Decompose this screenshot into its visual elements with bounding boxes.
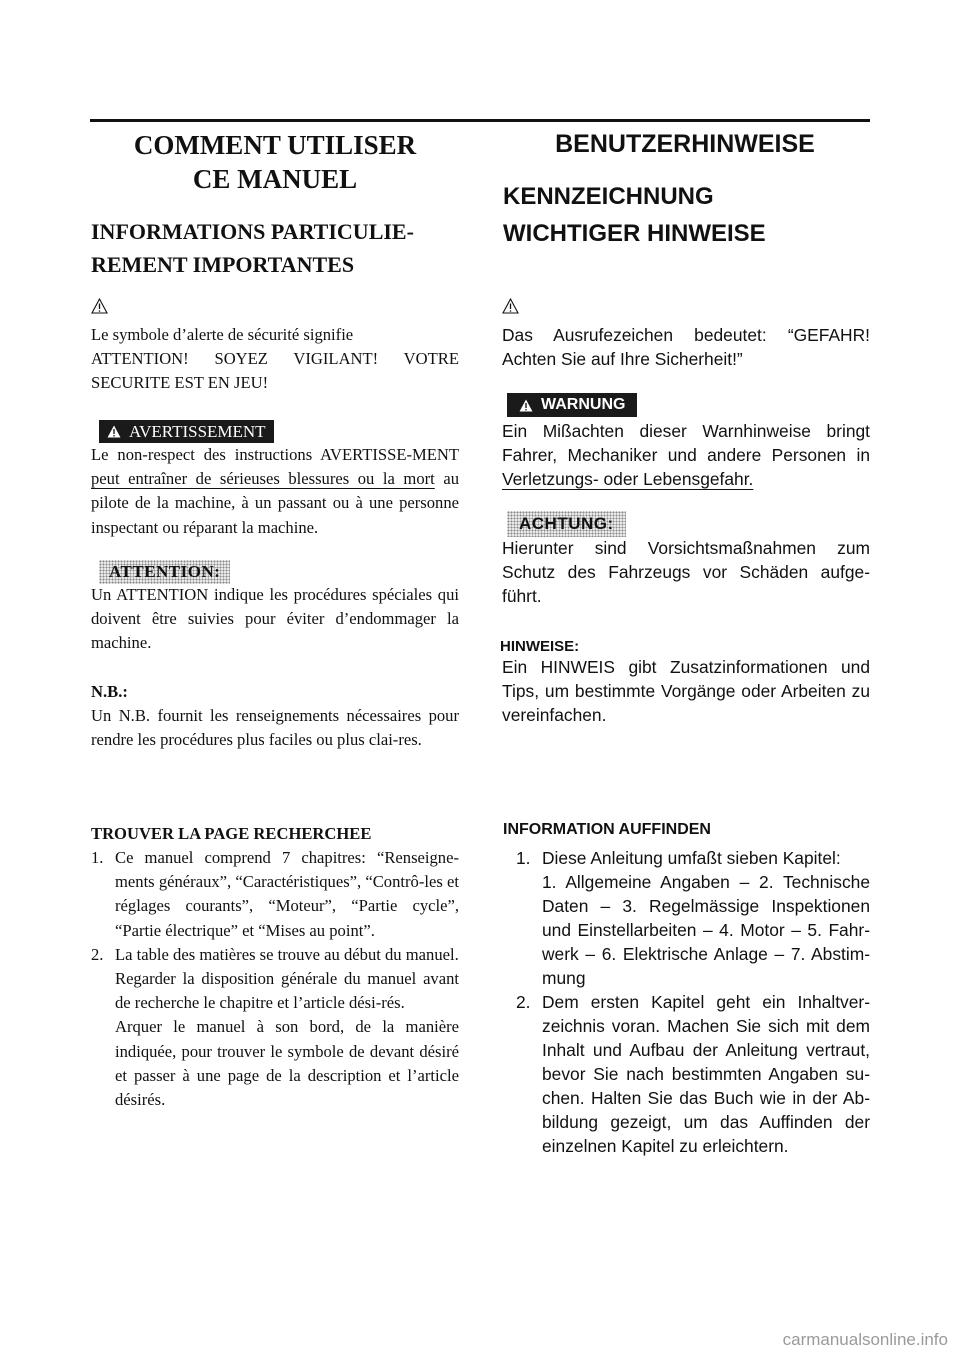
caution-text-de: Hierunter sind Vorsichtsmaßnahmen zum Schutz des Fahrzeugs vor Schäden aufge-führt. [502,538,870,606]
warning-triangle-icon [519,399,533,412]
list-text: Dem ersten Kapitel geht ein Inhaltver-zeichnis voran. Machen Sie sich mit dem Inhalt und Aufbau der Anleitung vertraut, bevor Sie nach bestimmten Angaben su-chen. Halten Sie das Buch wie in der Ab-bildung gezeigt, um das Auffinden der einzelnen Kapitel zu erleichtern. [542,992,870,1156]
caution-text-fr: Un ATTENTION indique les procédures spéciales qui doivent être suivies pour éviter d’endommager la machine. [91,585,459,653]
warning-text-part-1: Le non-respect des instructions AVERTISSE-MENT [91,445,459,464]
find-page-list-de [516,846,870,1158]
warning-banner-de [507,393,637,417]
list-text: Arquer le manuel à son bord, de la manière indiquée, pour trouver le symbole de devant désiré et passer à une page de la description et l’article désirés. [115,1017,459,1110]
note-text-de: Ein HINWEIS gibt Zusatzinformationen und Tips, um bestimmte Vorgänge oder Arbeiten zu vereinfachen. [502,657,870,725]
alert-description-de: Das Ausrufezeichen bedeutet: “GEFAHR! Achten Sie auf Ihre Sicherheit!” [502,325,870,369]
alert-line-2: ATTENTION! SOYEZ VIGILANT! VOTRE SECURITE EST EN JEU! [91,349,459,393]
list-text: Ce manuel comprend 7 chapitres: “Renseigne-ments généraux”, “Caractéristiques”, “Contrô-les et réglages courants”, “Moteur”, “Partie cycle”, “Partie électrique” et “Mises au point”. [115,848,459,940]
find-page-heading-fr: TROUVER LA PAGE RECHERCHEE [91,824,372,843]
subtitle-line-2: REMENT IMPORTANTES [91,252,355,277]
list-item [516,990,870,1158]
list-number: 2. [516,992,531,1012]
section-heading-fr [91,215,459,281]
list-item [91,846,459,943]
note-label-de: HINWEISE: [500,638,580,655]
title-line-1: COMMENT UTILISER [133,130,417,160]
warning-text-fr [91,443,459,540]
alert-line-1: Le symbole d’alerte de sécurité signifie [91,325,354,344]
section-heading-de [503,178,870,252]
warning-triangle-icon [107,425,121,438]
list-subtext: 1. Allgemeine Angaben – 2. Technische Daten – 3. Regelmässige Inspektionen und Einstellarbeiten – 4. Motor – 5. Fahr-werk – 6. Elektrische Anlage – 7. Abstim-mung [542,872,870,988]
warning-text-part-1: Ein Mißachten dieser Warnhinweise bringt Fahrer, Mechaniker und andere Personen in [502,421,870,465]
warning-label: AVERTISSEMENT [129,421,266,441]
caution-banner-de: ACHTUNG: [507,511,626,537]
list-text: La table des matières se trouve au début du manuel. [115,944,459,964]
subtitle-line-1: KENNZEICHNUNG [503,183,714,210]
warning-text-underlined: Verletzungs- oder Lebensgefahr. [502,469,754,489]
page-title-de: BENUTZERHINWEISE [555,130,815,158]
list-number: 1. [91,848,104,867]
warning-text-underlined: peut entraîner de sérieuses blessures ou la mort [91,469,435,489]
warning-banner-fr [99,420,274,443]
subtitle-line-2: WICHTIGER HINWEISE [503,220,766,247]
note-label-fr: N.B.: [91,682,128,701]
list-text: Regarder la disposition générale du manuel avant de recherche le chapitre et l’article dési-rés. [115,969,459,1013]
warning-triangle-icon [91,298,108,314]
alert-description-fr [91,323,459,396]
list-number: 2. [91,944,104,964]
list-number: 1. [516,848,531,868]
list-item [516,846,870,990]
title-line-2: CE MANUEL [192,164,358,194]
note-text-fr: Un N.B. fournit les renseignements nécessaires pour rendre les procédures plus faciles ou plus clai-res. [91,706,459,750]
caution-banner-fr: ATTENTION: [99,560,230,584]
subtitle-line-1: INFORMATIONS PARTICULIE- [91,219,414,244]
find-page-list-fr [91,846,459,1112]
top-rule [90,119,870,122]
list-text: Diese Anleitung umfaßt sieben Kapitel: [542,848,841,868]
find-page-heading-de: INFORMATION AUFFINDEN [503,821,711,838]
warning-triangle-icon [502,298,519,314]
warning-text-part-2: au pilote de la machine, à un passant ou à une personne inspectant ou réparant la machine. [91,469,460,537]
watermark: carmanualsonline.info [782,1330,948,1349]
list-item [91,943,459,1112]
warning-label: WARNUNG [541,396,626,413]
warning-text-de [502,419,870,491]
page-title-fr [91,128,459,196]
